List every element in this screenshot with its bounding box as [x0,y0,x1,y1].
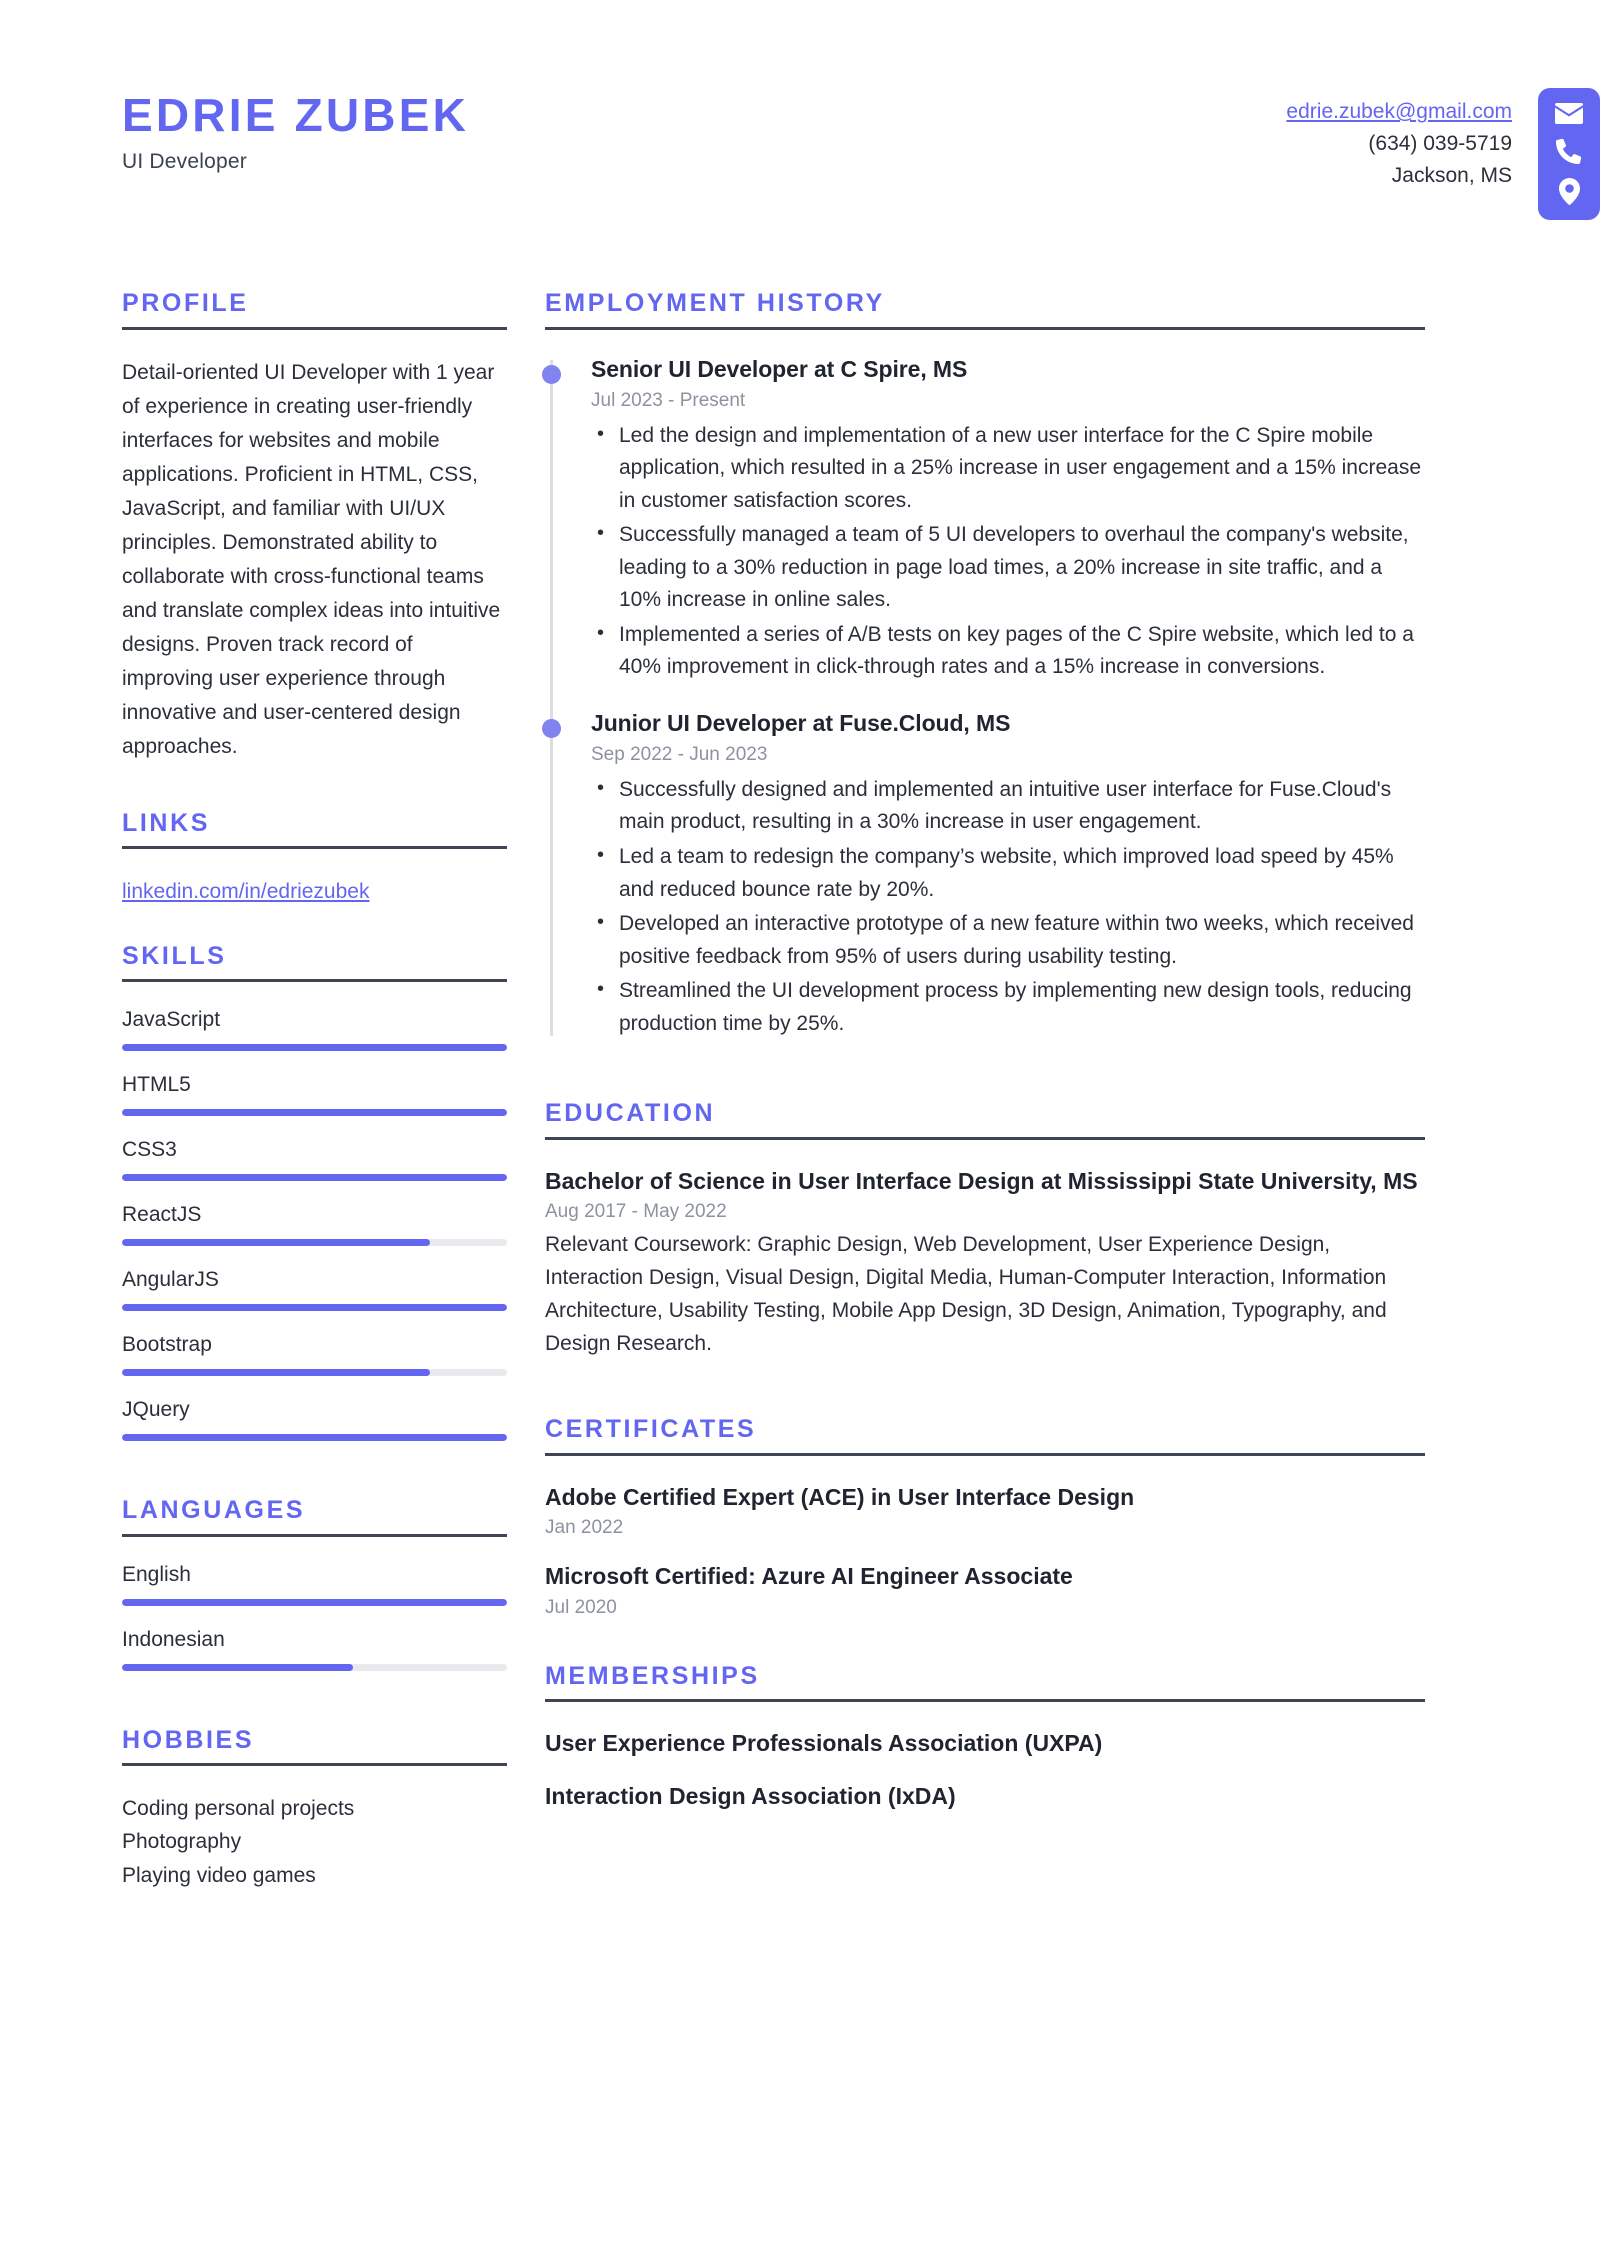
main-column [33,289,1421,1892]
resume-header [0,0,1600,250]
section-heading-hobbies: HOBBIES [122,1725,255,1754]
section-heading-education: EDUCATION [545,1099,716,1128]
contact-location: Jackson, MS [1391,163,1512,187]
section-divider [545,327,1425,330]
certificate-entry [545,1561,1425,1619]
education-description: Relevant Coursework: Graphic Design, Web Development, User Experience Design, Interaction Design, Visual Design, Digital Media, Human-Computer Interaction, Information Architecture, Usability Testing, Mobile App Design, 3D Design, Animation, Typography, and Design Research. [545,1233,1387,1355]
section-heading-profile: PROFILE [122,289,249,317]
section-heading-certificates: CERTIFICATES [545,1415,757,1444]
job-bullet: • Successfully managed a team of 5 UI developers to overhaul the company's website, leading to a 30% reduction in page load times, a 20% increase in site traffic, and a 10% increase in online sales. [591,519,1425,617]
section-education [545,1100,1425,1360]
spacer [591,698,1425,710]
section-certificates [545,1416,1425,1619]
job-bullet: • Led a team to redesign the company’s website, which improved load speed by 45% and reduced bounce rate by 20%. [591,841,1425,906]
job-role: Junior UI Developer at Fuse.Cloud, MS [591,709,1011,736]
resume-body [0,290,1600,1892]
job-role: Senior UI Developer at C Spire, MS [591,355,968,382]
membership-entry [545,1781,1425,1812]
education-entry [545,1166,1425,1361]
job-bullet: • Streamlined the UI development process by implementing new design tools, reducing production time by 25%. [591,975,1425,1040]
contact-block [1286,96,1512,192]
section-heading-links: LINKS [122,808,210,837]
certificate-dates: Jan 2022 [545,1517,624,1539]
skill-label: Bootstrap [122,1333,212,1357]
hobby-item: Coding personal projects [122,1797,355,1821]
hobby-item: Photography [122,1830,242,1854]
profile-text: Detail-oriented UI Developer with 1 year of experience in creating user-friendly interfaces for websites and mobile applications. Proficient in HTML, CSS, JavaScript, and familiar with UI/UX principles. Demonstrated ability to collaborate with cross-functional teams and translate complex ideas into intuitive designs. Proven track record of improving user experience through innovative and user-centered design approaches. [122,360,501,758]
section-heading-skills: SKILLS [122,941,227,970]
timeline-dot-icon [542,365,561,384]
contact-phone: (634) 039-5719 [1368,131,1512,155]
language-label: Indonesian [122,1627,225,1651]
language-label: English [122,1562,191,1586]
job-title-subtitle: UI Developer [122,150,247,173]
skill-label: JavaScript [122,1008,221,1032]
section-divider [545,1453,1425,1456]
name-block [122,89,470,174]
location-pin-icon [1559,178,1580,205]
job-entry [591,356,1425,684]
contact-email[interactable]: edrie.zubek@gmail.com [1286,100,1512,123]
section-employment-history [545,290,1425,1040]
section-heading-languages: LANGUAGES [122,1496,306,1525]
job-bullet: • Led the design and implementation of a new user interface for the C Spire mobile application, which resulted in a 25% increase in user engagement and a 15% increase in customer satisfaction scores. [591,420,1425,518]
section-divider [545,1137,1425,1140]
skill-label: CSS3 [122,1138,177,1162]
job-dates: Sep 2022 - Jun 2023 [591,743,768,765]
job-bullets [591,420,1425,684]
section-heading-employment: EMPLOYMENT HISTORY [545,289,885,317]
membership-entry [545,1728,1425,1759]
link-item-linkedin[interactable]: linkedin.com/in/edriezubek [122,880,370,904]
employment-timeline [545,356,1425,1041]
skill-label: HTML5 [122,1073,191,1097]
job-dates: Jul 2023 - Present [591,389,746,411]
envelope-icon [1555,103,1583,124]
contact-icon-rail [1538,88,1600,220]
skill-label: ReactJS [122,1203,202,1227]
education-title: Bachelor of Science in User Interface Design at Mississippi State University, MS [545,1167,1418,1194]
spacer [545,1054,1425,1100]
job-entry [591,710,1425,1040]
timeline-rail [550,360,553,1037]
page-title: EDRIE ZUBEK [122,89,470,141]
skill-label: JQuery [122,1398,190,1422]
job-bullet: • Implemented a series of A/B tests on key pages of the C Spire website, which led to a 40% improvement in click-through rates and a 15% increase in conversions. [591,619,1425,684]
membership-title: User Experience Professionals Association (UXPA) [545,1730,1103,1757]
spacer [545,1641,1425,1663]
section-divider [545,1699,1425,1702]
certificate-entry [545,1482,1425,1540]
membership-title: Interaction Design Association (IxDA) [545,1783,956,1810]
timeline-dot-icon [542,719,561,738]
certificate-title: Adobe Certified Expert (ACE) in User Interface Design [545,1483,1135,1510]
job-bullets [591,774,1425,1040]
skill-label: AngularJS [122,1268,219,1292]
spacer [545,1382,1425,1416]
phone-icon [1556,138,1582,164]
certificate-dates: Jul 2020 [545,1596,617,1618]
job-bullet: • Successfully designed and implemented an intuitive user interface for Fuse.Cloud's main product, resulting in a 30% increase in user engagement. [591,774,1425,839]
education-dates: Aug 2017 - May 2022 [545,1201,727,1223]
section-heading-memberships: MEMBERSHIPS [545,1661,760,1690]
job-bullet: • Developed an interactive prototype of a new feature within two weeks, which received positive feedback from 95% of users during usability testing. [591,908,1425,973]
section-memberships [545,1663,1425,1812]
hobby-item: Playing video games [122,1863,316,1887]
certificate-title: Microsoft Certified: Azure AI Engineer Associate [545,1563,1073,1590]
